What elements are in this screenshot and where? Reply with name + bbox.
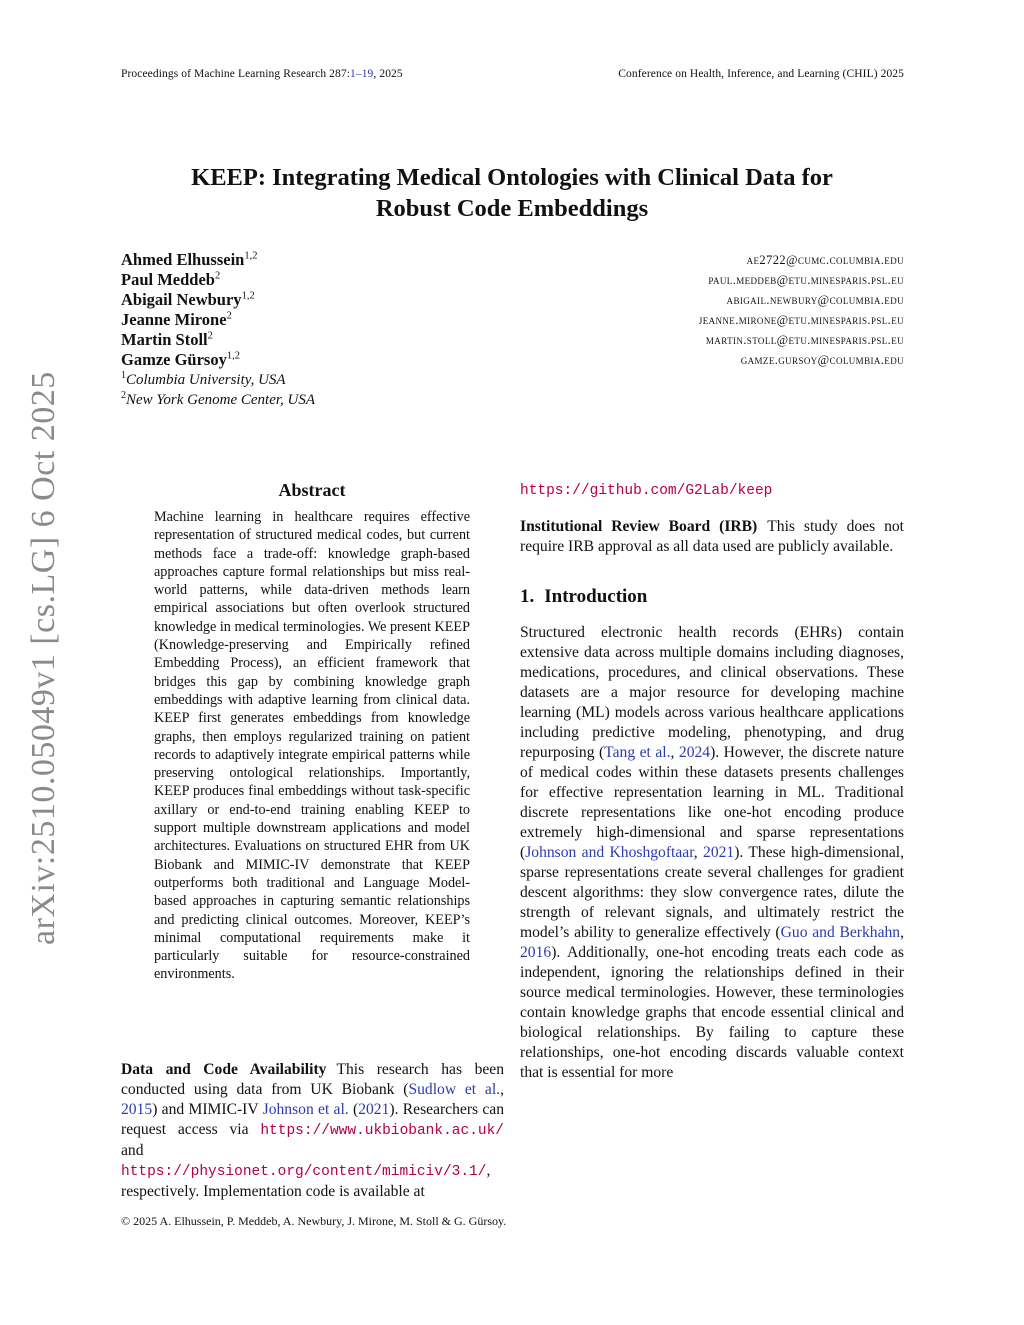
author-row [121,310,904,330]
citation-link[interactable]: Johnson et al. [262,1101,349,1118]
title-line-2: Robust Code Embeddings [375,195,649,222]
author-email[interactable]: abigail.newbury@columbia.edu [726,293,904,307]
author-name: Jeanne Mirone$^2$ [121,310,232,329]
author-name: Martin Stoll$^2$ [121,330,213,349]
author-row [121,330,904,350]
introduction-paragraph: Structured electronic health records (EHRs) contain extensive data across multiple domains including diagnoses, medications, procedures, and clinical observations. These datasets are a major resource for developing machine learning (ML) models across various healthcare applications including predictive modeling, phenotyping, and drug repurposing (Tang et al., 2024). However, the discrete nature of medical codes within these datasets presents challenges for effective representation learning in ML. Traditional discrete representations like one-hot encoding produce extremely high-dimensional and sparse representations (Johnson and Khoshgoftaar, 2021). These high-dimensional, sparse representations create several challenges for gradient descent algorithms: they slow convergence rates, dilute the strength of relevant signals, and ultimately restrict the model’s ability to generalize effectively (Guo and Berkhahn, 2016). Additionally, one-hot encoding treats each code as independent, ignoring the relationships defined in their source medical terminologies. However, these terminologies contain knowledge graphs that encode essential clinical and biological relationships. By failing to capture these relationships, one-hot encoding discards valuable context that is essential for more [520,624,905,1081]
running-header-left [121,68,403,80]
author-name: Paul Meddeb$^2$ [121,270,221,289]
paper-title [0,162,1024,224]
irb-heading: Institutional Review Board (IRB) [520,518,758,535]
code-availability-continuation [520,480,904,501]
author-email[interactable]: jeanne.mirone@etu.minesparis.psl.eu [698,313,904,327]
copyright-footer: © 2025 A. Elhussein, P. Meddeb, A. Newbury, J. Mirone, M. Stoll & G. Gürsoy. [121,1214,507,1228]
irb-section: Institutional Review Board (IRB) This study does not require IRB approval as all data used are publicly available. [520,518,904,555]
affiliation: $^1$Columbia University, USA [121,370,286,388]
section-heading: 1. Introduction [520,586,648,607]
citation-year-link[interactable]: 2015 [121,1101,153,1118]
author-row [121,350,904,370]
data-availability-section: Data and Code Availability This research has been conducted using data from UK Biobank (Sudlow et al., 2015) and MIMIC-IV Johnson et al. (2021). Researchers can request access via https://www.ukbiobank.ac.uk/ and https://physionet.org/content/mimiciv/3.1/, respectively. Implementation code is available at [121,1061,505,1200]
arxiv-stamp: arXiv:2510.05049v1 [cs.LG] 6 Oct 2025 [25,371,62,945]
author-email[interactable]: martin.stoll@etu.minesparis.psl.eu [705,333,904,347]
journal-name: Proceedings of Machine Learning Research 287: [121,68,350,80]
url-link[interactable]: https://github.com/G2Lab/keep [520,483,773,499]
citation-year-link[interactable]: 2016 [520,944,552,961]
page-range-link[interactable]: 1–19 [350,68,374,80]
running-header-right: Conference on Health, Inference, and Learning (CHIL) 2025 [618,68,904,80]
url-link[interactable]: https://www.ukbiobank.ac.uk/ [260,1123,504,1139]
citation-year-link[interactable]: 2024 [678,744,711,761]
author-name: Ahmed Elhussein$^{1,2}$ [121,250,258,269]
journal-year: , 2025 [373,68,403,80]
citation-link[interactable]: Sudlow et al. [408,1081,501,1098]
citation-link[interactable]: Johnson and Khoshgoftaar [525,844,694,861]
author-row [121,290,904,310]
author-email[interactable]: ae2722@cumc.columbia.edu [746,253,904,267]
citation-link[interactable]: Tang et al. [604,744,671,761]
author-name: Gamze Gürsoy$^{1,2}$ [121,350,240,369]
affiliation: $^2$New York Genome Center, USA [121,390,316,408]
title-line-1: KEEP: Integrating Medical Ontologies with Clinical Data for [191,164,833,191]
abstract-heading: Abstract [278,480,346,500]
data-availability-heading: Data and Code Availability [121,1061,327,1078]
abstract-text: Machine learning in healthcare requires effective representation of structured medical codes, but current methods face a trade-off: knowledge graph-based approaches capture formal relationships but miss real-world patterns, while data-driven methods learn empirical associations but often overlook structured knowledge in medical terminologies. We present KEEP (Knowledge-preserving and Empirically refined Embedding Process), an efficient framework that bridges this gap by combining knowledge graph embeddings with adaptive learning from clinical data. KEEP first generates embeddings from knowledge graphs, then employs regularized training on patient records to adaptively integrate empirical patterns while preserving ontological relationships. Importantly, KEEP produces final embeddings without task-specific axillary or end-to-end training enabling KEEP to support multiple downstream applications and model architectures. Evaluations on structured EHR from UK Biobank and MIMIC-IV demonstrate that KEEP outperforms both traditional and Language Model-based approaches in capturing semantic relationships and predicting clinical outcomes. Moreover, KEEP’s minimal computational requirements make it particularly suitable for resource-constrained environments. [154,509,470,983]
url-link[interactable]: https://physionet.org/content/mimiciv/3.1/ [121,1164,487,1180]
author-row [121,250,904,270]
citation-year-link[interactable]: 2021 [703,844,735,861]
citation-link[interactable]: Guo and Berkhahn [780,924,901,941]
author-email[interactable]: gamze.gursoy@columbia.edu [740,353,904,367]
right-column [520,480,904,1083]
author-name: Abigail Newbury$^{1,2}$ [121,290,255,309]
author-block [121,250,904,410]
citation-year-link[interactable]: 2021 [358,1101,390,1118]
author-email[interactable]: paul.meddeb@etu.minesparis.psl.eu [708,273,904,287]
author-row [121,270,904,290]
